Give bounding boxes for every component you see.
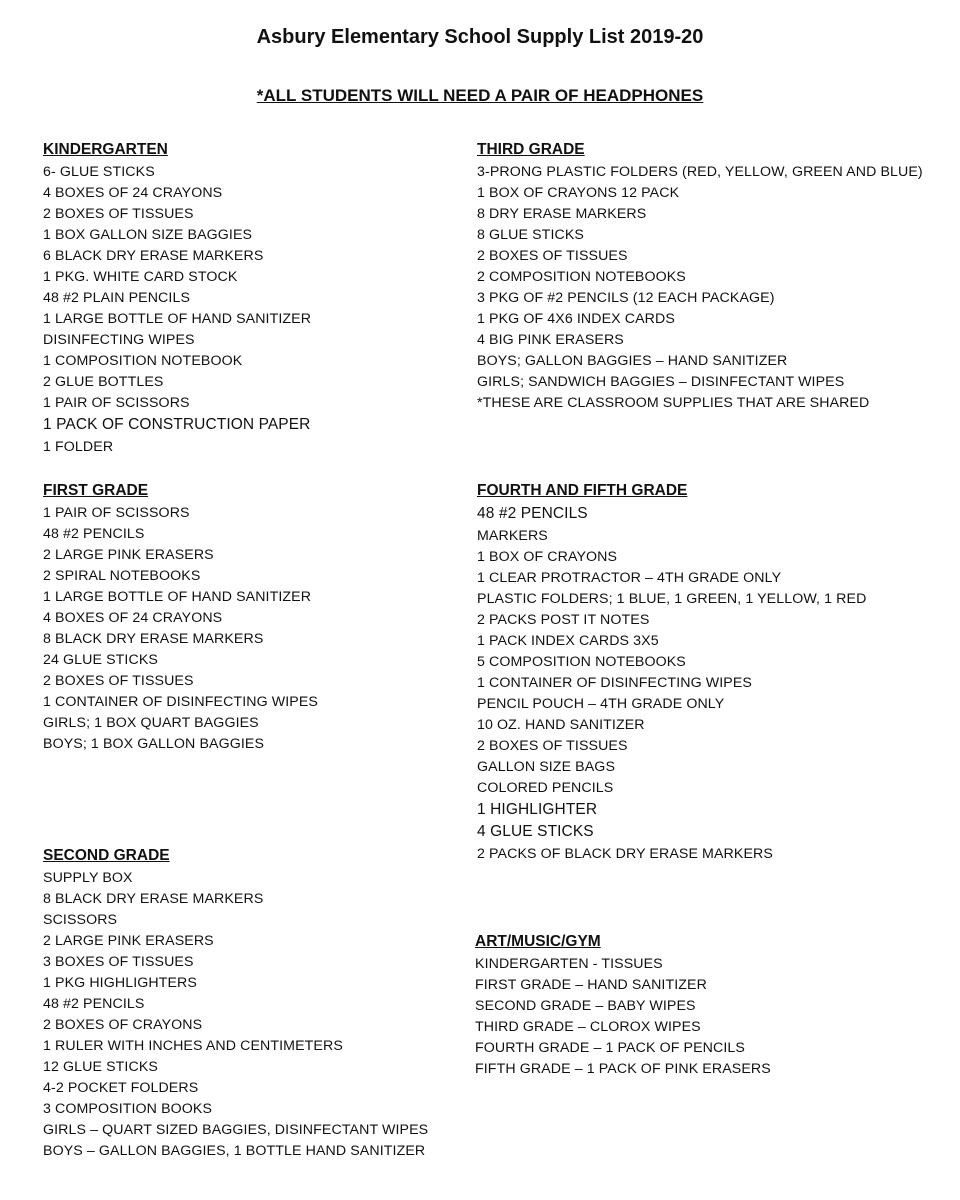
list-item: 1 PKG HIGHLIGHTERS xyxy=(43,975,197,991)
list-item: FIRST GRADE – HAND SANITIZER xyxy=(475,977,707,993)
art-music-gym-heading: ART/MUSIC/GYM xyxy=(475,933,601,950)
list-item: 8 BLACK DRY ERASE MARKERS xyxy=(43,631,264,647)
list-item: GIRLS – QUART SIZED BAGGIES, DISINFECTANT WIPES xyxy=(43,1122,429,1138)
fourth-fifth-grade-heading: FOURTH AND FIFTH GRADE xyxy=(477,482,688,499)
list-item: 4 GLUE STICKS xyxy=(477,823,594,840)
list-item: 1 LARGE BOTTLE OF HAND SANITIZER xyxy=(43,311,312,327)
list-item: 1 COMPOSITION NOTEBOOK xyxy=(43,353,243,369)
list-item: 12 GLUE STICKS xyxy=(43,1059,158,1075)
list-item: 1 HIGHLIGHTER xyxy=(477,800,598,818)
list-item: 4 BOXES OF 24 CRAYONS xyxy=(43,185,223,201)
page-title: Asbury Elementary School Supply List 2019-20 xyxy=(256,26,704,48)
second-grade-list xyxy=(43,868,428,1162)
list-item: 2 BOXES OF CRAYONS xyxy=(43,1017,203,1033)
list-item: BOYS; 1 BOX GALLON BAGGIES xyxy=(43,736,265,752)
list-item: DISINFECTING WIPES xyxy=(43,332,195,348)
list-item: 2 PACKS POST IT NOTES xyxy=(477,611,650,628)
list-item: 1 PAIR OF SCISSORS xyxy=(43,505,190,521)
list-item: 6 BLACK DRY ERASE MARKERS xyxy=(43,248,264,264)
list-item: SUPPLY BOX xyxy=(43,870,133,886)
list-item: GIRLS; 1 BOX QUART BAGGIES xyxy=(43,715,259,731)
list-item: SCISSORS xyxy=(43,912,118,928)
list-item: 48 #2 PLAIN PENCILS xyxy=(43,290,191,306)
list-item: 2 BOXES OF TISSUES xyxy=(477,248,628,264)
fourth-fifth-grade-section xyxy=(477,482,866,865)
list-item: 1 PKG. WHITE CARD STOCK xyxy=(43,269,238,285)
kindergarten-list xyxy=(43,162,311,458)
list-item: BOYS; GALLON BAGGIES – HAND SANITIZER xyxy=(477,353,788,369)
list-item: PLASTIC FOLDERS; 1 BLUE, 1 GREEN, 1 YELLOW, 1 RED xyxy=(477,590,867,607)
list-item: 2 LARGE PINK ERASERS xyxy=(43,933,214,949)
list-item: 2 LARGE PINK ERASERS xyxy=(43,547,214,563)
list-item: 3 COMPOSITION BOOKS xyxy=(43,1101,213,1117)
list-item: THIRD GRADE – CLOROX WIPES xyxy=(475,1019,701,1035)
list-item: 1 RULER WITH INCHES AND CENTIMETERS xyxy=(43,1038,343,1054)
third-grade-section xyxy=(477,141,923,414)
list-item: FIFTH GRADE – 1 PACK OF PINK ERASERS xyxy=(475,1061,771,1077)
list-item: 8 BLACK DRY ERASE MARKERS xyxy=(43,891,264,907)
list-item: MARKERS xyxy=(477,527,548,544)
first-grade-section xyxy=(43,482,318,755)
kindergarten-section xyxy=(43,141,311,458)
list-item: 2 BOXES OF TISSUES xyxy=(43,673,194,689)
list-item: 48 #2 PENCILS xyxy=(477,505,588,522)
list-item: GALLON SIZE BAGS xyxy=(477,758,616,775)
list-item: *THESE ARE CLASSROOM SUPPLIES THAT ARE SHARED xyxy=(477,395,870,411)
list-item: 2 GLUE BOTTLES xyxy=(43,374,164,390)
list-item: 1 CONTAINER OF DISINFECTING WIPES xyxy=(43,694,318,710)
list-item: COLORED PENCILS xyxy=(477,779,614,796)
first-grade-list xyxy=(43,503,318,755)
list-item: 1 PACK OF CONSTRUCTION PAPER xyxy=(43,416,311,433)
first-grade-heading: FIRST GRADE xyxy=(43,482,149,499)
list-item: 2 SPIRAL NOTEBOOKS xyxy=(43,568,201,584)
list-item: 1 BOX OF CRAYONS xyxy=(477,548,618,565)
list-item: BOYS – GALLON BAGGIES, 1 BOTTLE HAND SANITIZER xyxy=(43,1143,426,1159)
list-item: 2 BOXES OF TISSUES xyxy=(477,737,628,754)
list-item: 1 CLEAR PROTRACTOR – 4TH GRADE ONLY xyxy=(477,569,782,586)
list-item: 4 BOXES OF 24 CRAYONS xyxy=(43,610,223,626)
list-item: 6- GLUE STICKS xyxy=(43,164,155,180)
list-item: 1 FOLDER xyxy=(43,438,114,455)
list-item: PENCIL POUCH – 4TH GRADE ONLY xyxy=(477,695,725,712)
list-item: GIRLS; SANDWICH BAGGIES – DISINFECTANT WIPES xyxy=(477,374,845,390)
third-grade-list xyxy=(477,162,923,414)
list-item: 2 COMPOSITION NOTEBOOKS xyxy=(477,269,686,285)
list-item: 24 GLUE STICKS xyxy=(43,652,158,668)
headphones-note: *ALL STUDENTS WILL NEED A PAIR OF HEADPHONES xyxy=(256,86,704,105)
second-grade-heading: SECOND GRADE xyxy=(43,847,170,864)
list-item: 1 PAIR OF SCISSORS xyxy=(43,395,190,411)
art-music-gym-section xyxy=(475,933,771,1080)
list-item: FOURTH GRADE – 1 PACK OF PENCILS xyxy=(475,1040,745,1056)
third-grade-heading: THIRD GRADE xyxy=(477,141,585,158)
list-item: 3-PRONG PLASTIC FOLDERS (RED, YELLOW, GREEN AND BLUE) xyxy=(477,164,923,180)
list-item: 1 BOX OF CRAYONS 12 PACK xyxy=(477,185,680,201)
list-item: 48 #2 PENCILS xyxy=(43,996,145,1012)
list-item: 5 COMPOSITION NOTEBOOKS xyxy=(477,653,686,670)
kindergarten-heading: KINDERGARTEN xyxy=(43,141,168,158)
list-item: 3 PKG OF #2 PENCILS (12 EACH PACKAGE) xyxy=(477,290,775,306)
list-item: SECOND GRADE – BABY WIPES xyxy=(475,998,696,1014)
art-music-gym-list xyxy=(475,954,771,1080)
list-item: 1 LARGE BOTTLE OF HAND SANITIZER xyxy=(43,589,312,605)
fourth-fifth-grade-list xyxy=(477,503,866,865)
list-item: 1 CONTAINER OF DISINFECTING WIPES xyxy=(477,674,752,691)
list-item: KINDERGARTEN - TISSUES xyxy=(475,956,663,972)
list-item: 8 GLUE STICKS xyxy=(477,227,584,243)
list-item: 1 BOX GALLON SIZE BAGGIES xyxy=(43,227,253,243)
list-item: 10 OZ. HAND SANITIZER xyxy=(477,716,645,733)
list-item: 1 PACK INDEX CARDS 3X5 xyxy=(477,632,659,649)
list-item: 2 PACKS OF BLACK DRY ERASE MARKERS xyxy=(477,845,773,862)
list-item: 3 BOXES OF TISSUES xyxy=(43,954,194,970)
second-grade-section xyxy=(43,847,428,1162)
list-item: 1 PKG OF 4X6 INDEX CARDS xyxy=(477,311,675,327)
list-item: 2 BOXES OF TISSUES xyxy=(43,206,194,222)
list-item: 4 BIG PINK ERASERS xyxy=(477,332,624,348)
list-item: 48 #2 PENCILS xyxy=(43,526,145,542)
list-item: 4-2 POCKET FOLDERS xyxy=(43,1080,199,1096)
list-item: 8 DRY ERASE MARKERS xyxy=(477,206,647,222)
